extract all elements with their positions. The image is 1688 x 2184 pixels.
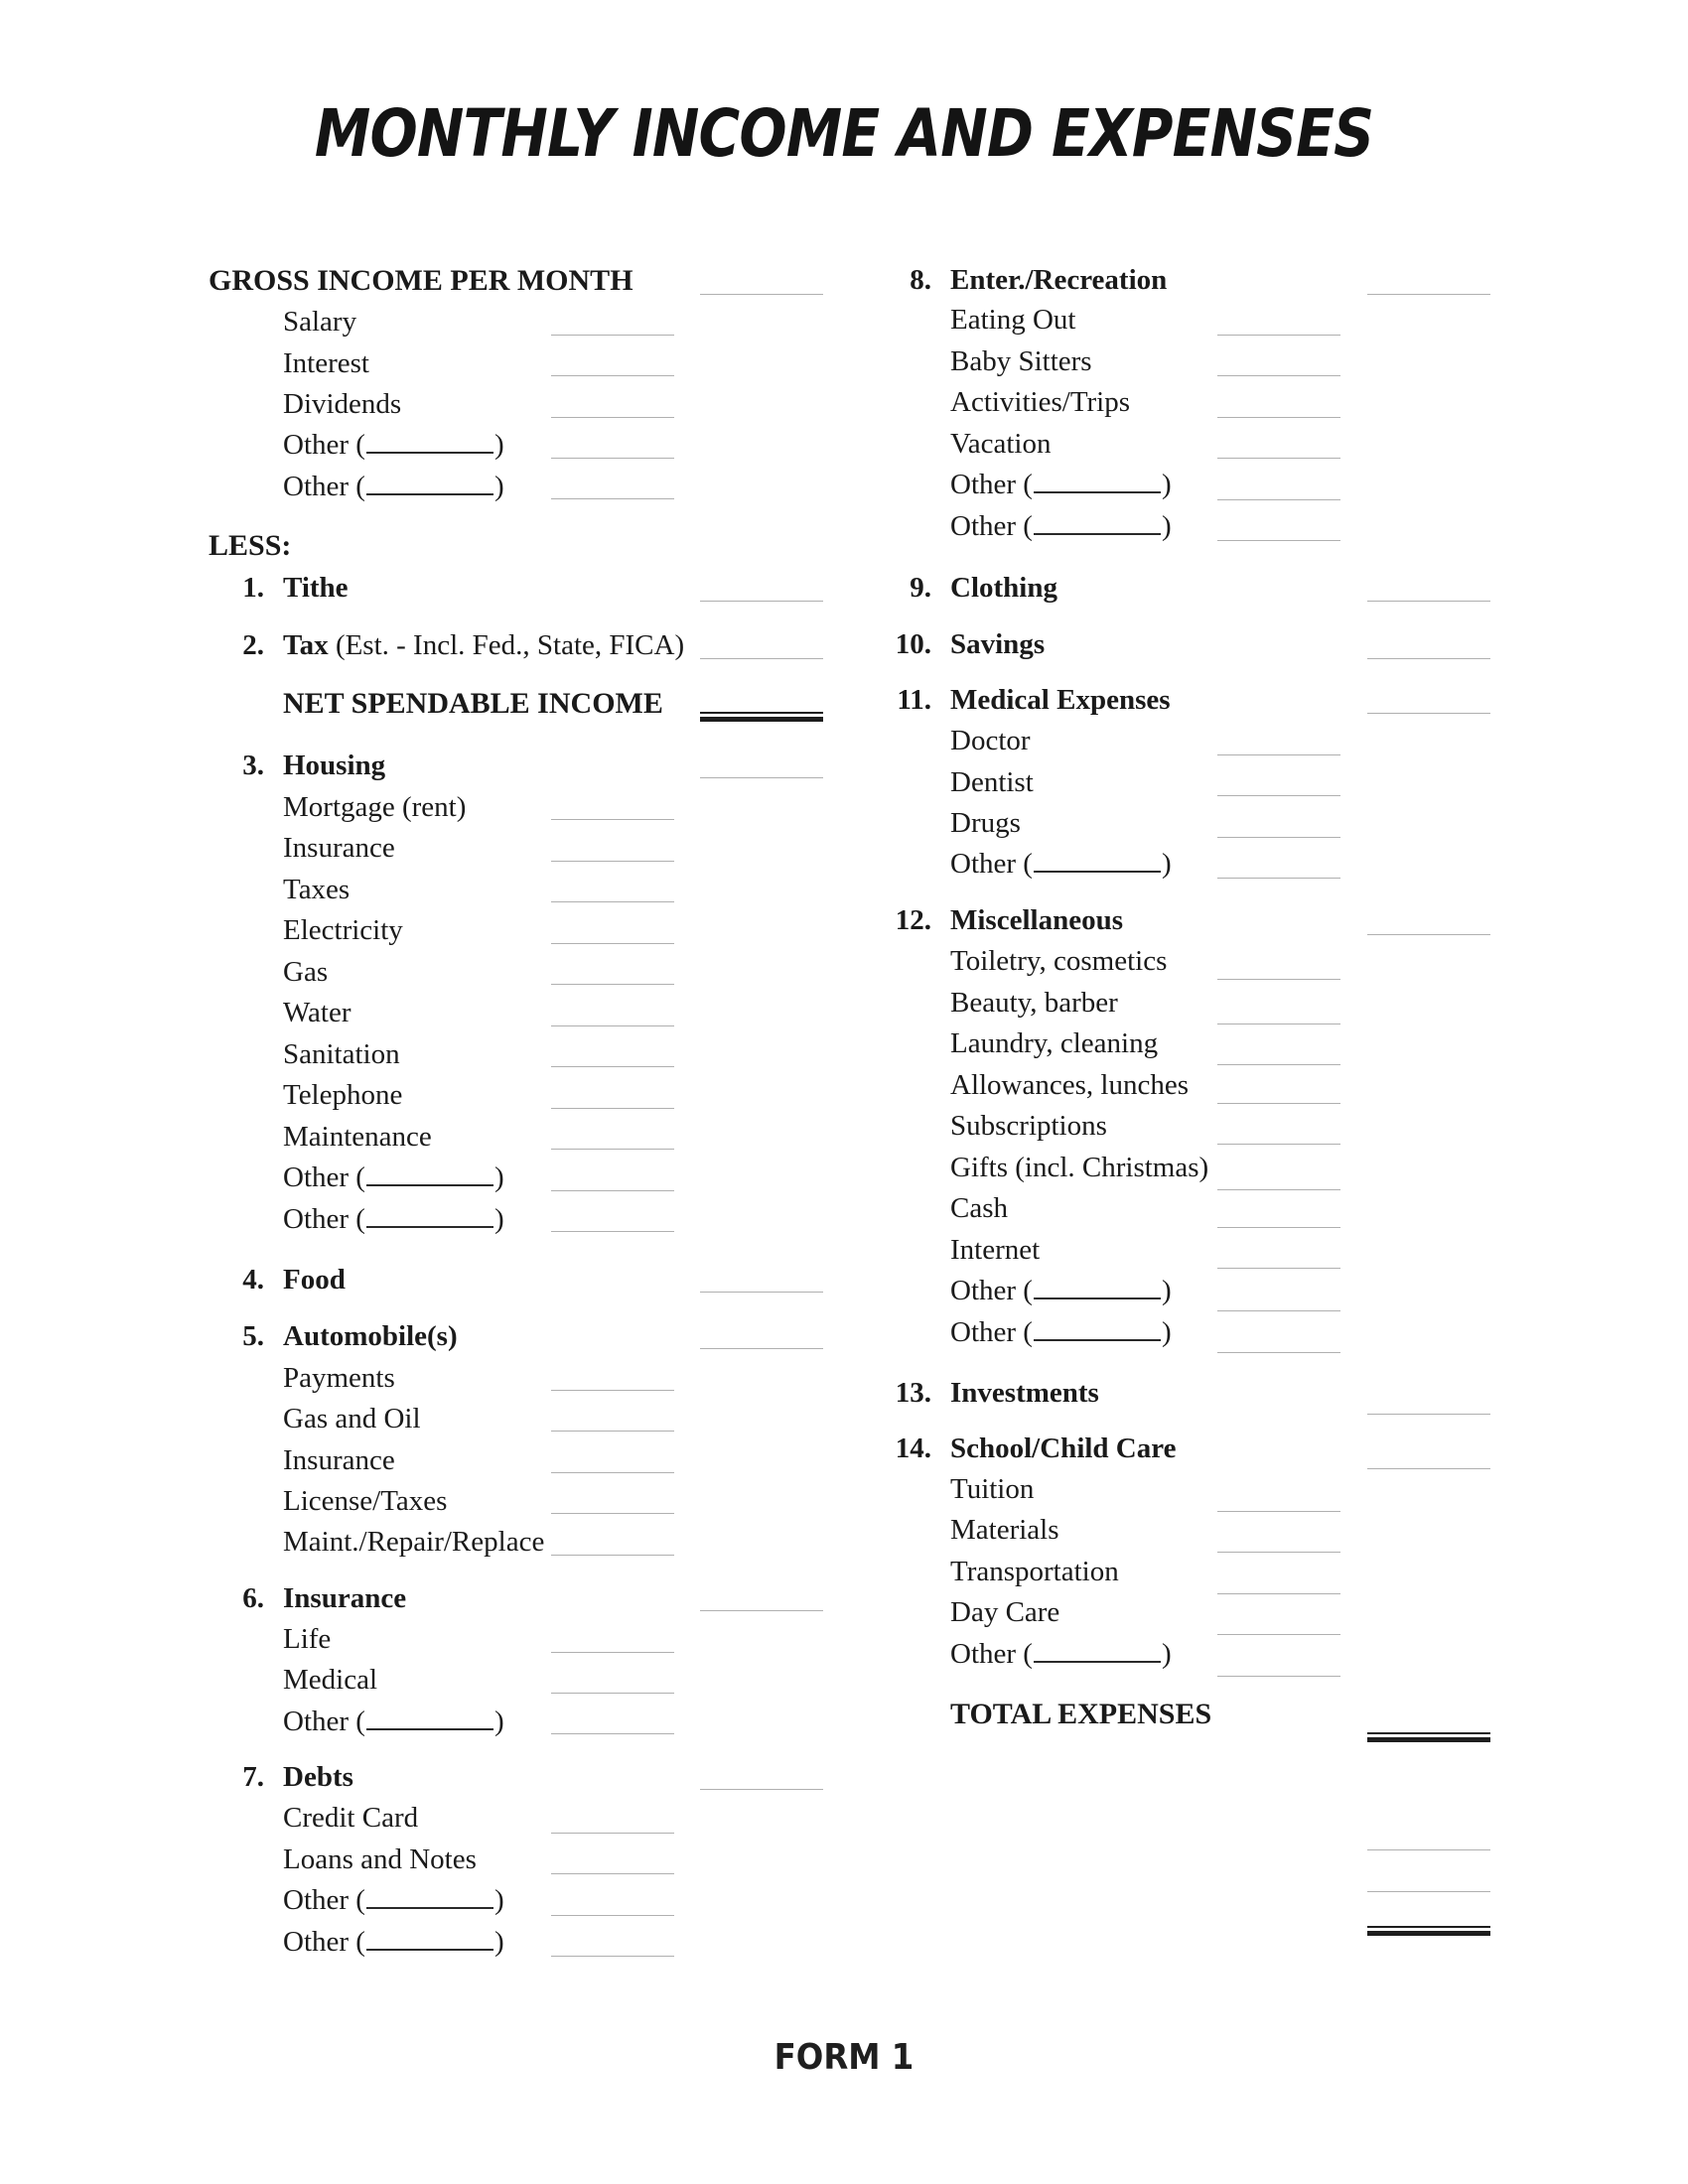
recreation-item: Baby Sitters: [950, 345, 1092, 377]
other-description-field[interactable]: [1034, 845, 1161, 873]
less-expenses-field[interactable]: [1367, 1891, 1490, 1892]
misc-item-field[interactable]: [1217, 1227, 1340, 1228]
housing-item-field[interactable]: [551, 1190, 674, 1191]
medical-item-field[interactable]: [1217, 795, 1340, 796]
gross-income-other: [283, 467, 504, 506]
housing-other: [283, 1199, 504, 1239]
tax-note: (Est. - Incl. Fed., State, FICA): [328, 629, 685, 661]
category-number: 13.: [895, 1377, 931, 1409]
gross-income-item: Salary: [283, 306, 357, 338]
form-number: FORM 1: [774, 2037, 914, 2078]
category-number: 9.: [910, 572, 931, 604]
recreation-total-field[interactable]: [1367, 294, 1490, 295]
medical-item-field[interactable]: [1217, 878, 1340, 879]
insurance-item-field[interactable]: [551, 1693, 674, 1694]
category-number: 5.: [242, 1320, 264, 1352]
insurance-total-field[interactable]: [700, 1610, 823, 1611]
other-label: Other (: [950, 1275, 1033, 1306]
other-description-field[interactable]: [1034, 507, 1161, 535]
other-label: Other (: [950, 848, 1033, 880]
misc-other: [950, 1312, 1172, 1352]
debts-total-field[interactable]: [700, 1789, 823, 1790]
close-paren: ): [493, 471, 504, 502]
housing-item-field[interactable]: [551, 1108, 674, 1109]
insurance-item-field[interactable]: [551, 1652, 674, 1653]
misc-item: Allowances, lunches: [950, 1069, 1189, 1101]
other-label: Other (: [950, 1316, 1033, 1348]
insurance-other: [283, 1702, 504, 1741]
close-paren: ): [1161, 848, 1172, 880]
recreation-item-field[interactable]: [1217, 335, 1340, 336]
other-description-field[interactable]: [1034, 1313, 1161, 1341]
housing-item: Gas: [283, 956, 329, 988]
misc-other: [950, 1271, 1172, 1310]
housing-item: Mortgage (rent): [283, 791, 467, 823]
other-label: Other (: [950, 1638, 1033, 1670]
school-item: Day Care: [950, 1596, 1060, 1628]
housing-item-field[interactable]: [551, 1066, 674, 1067]
housing-item: Telephone: [283, 1079, 403, 1111]
category-automobile: Automobile(s): [283, 1320, 458, 1352]
housing-other: [283, 1158, 504, 1197]
automobile-item-field[interactable]: [551, 1431, 674, 1432]
housing-item: Maintenance: [283, 1121, 432, 1153]
other-label: Other (: [283, 1884, 365, 1916]
income-vs-expenses-result-field[interactable]: [1367, 1926, 1490, 1938]
other-description-field[interactable]: [1034, 466, 1161, 493]
gross-income-other: [283, 425, 504, 465]
close-paren: ): [493, 1161, 504, 1193]
category-number: 10.: [895, 628, 931, 660]
savings-field[interactable]: [1367, 658, 1490, 659]
other-description-field[interactable]: [366, 1159, 493, 1186]
other-description-field[interactable]: [366, 1923, 493, 1951]
misc-item-field[interactable]: [1217, 979, 1340, 980]
category-number: 1.: [242, 572, 264, 604]
miscellaneous-total-field[interactable]: [1367, 934, 1490, 935]
close-paren: ): [493, 1884, 504, 1916]
recreation-item-field[interactable]: [1217, 375, 1340, 376]
misc-item-field[interactable]: [1217, 1310, 1340, 1311]
tax-label: Tax: [283, 629, 329, 661]
automobile-item-field[interactable]: [551, 1555, 674, 1556]
housing-item: Water: [283, 997, 352, 1028]
debts-item: Credit Card: [283, 1802, 419, 1834]
medical-other: [950, 844, 1172, 884]
other-label: Other (: [283, 1203, 365, 1235]
category-savings: Savings: [950, 628, 1046, 660]
category-medical: Medical Expenses: [950, 684, 1171, 716]
investments-field[interactable]: [1367, 1414, 1490, 1415]
school-item-field[interactable]: [1217, 1593, 1340, 1594]
close-paren: ): [493, 429, 504, 461]
recreation-item-field[interactable]: [1217, 540, 1340, 541]
misc-item: Laundry, cleaning: [950, 1027, 1159, 1059]
housing-item-field[interactable]: [551, 943, 674, 944]
page-title: MONTHLY INCOME AND EXPENSES: [314, 95, 1374, 172]
other-income-field[interactable]: [551, 498, 674, 499]
misc-item: Internet: [950, 1234, 1041, 1266]
misc-item: Beauty, barber: [950, 987, 1118, 1019]
total-expenses-label: TOTAL EXPENSES: [950, 1698, 1212, 1730]
debts-item-field[interactable]: [551, 1873, 674, 1874]
close-paren: ): [1161, 1638, 1172, 1670]
net-spendable-income-label: NET SPENDABLE INCOME: [283, 687, 663, 720]
category-number: 7.: [242, 1761, 264, 1793]
other-description-field[interactable]: [1034, 1272, 1161, 1299]
recreation-other: [950, 465, 1172, 504]
debts-item-field[interactable]: [551, 1833, 674, 1834]
insurance-item: Life: [283, 1623, 332, 1655]
salary-field[interactable]: [551, 335, 674, 336]
misc-item: Cash: [950, 1192, 1008, 1224]
category-housing: Housing: [283, 750, 386, 781]
category-number: 14.: [895, 1433, 931, 1464]
debts-item-field[interactable]: [551, 1915, 674, 1916]
automobile-item: Gas and Oil: [283, 1403, 421, 1434]
school-other: [950, 1634, 1172, 1674]
total-expenses-field[interactable]: [1367, 1732, 1490, 1744]
insurance-item: Medical: [283, 1664, 378, 1696]
school-item: Materials: [950, 1514, 1059, 1546]
other-description-field[interactable]: [366, 1703, 493, 1730]
recreation-other: [950, 506, 1172, 546]
interest-field[interactable]: [551, 375, 674, 376]
close-paren: ): [493, 1706, 504, 1737]
other-description-field[interactable]: [1034, 1635, 1161, 1663]
gross-income-heading: GROSS INCOME PER MONTH: [209, 264, 633, 297]
net-spendable-income-field[interactable]: [700, 712, 823, 724]
misc-item-field[interactable]: [1217, 1144, 1340, 1145]
debts-other: [283, 1922, 504, 1962]
medical-item-field[interactable]: [1217, 837, 1340, 838]
category-debts: Debts: [283, 1761, 353, 1793]
medical-item: Dentist: [950, 766, 1034, 798]
other-description-field[interactable]: [366, 426, 493, 454]
close-paren: ): [493, 1926, 504, 1958]
category-miscellaneous: Miscellaneous: [950, 904, 1123, 936]
automobile-item-field[interactable]: [551, 1390, 674, 1391]
recreation-item: Activities/Trips: [950, 386, 1131, 418]
category-tax: [283, 625, 684, 665]
category-food: Food: [283, 1264, 346, 1296]
misc-item: Gifts (incl. Christmas): [950, 1152, 1209, 1183]
gross-income-total-field[interactable]: [700, 294, 823, 295]
automobile-item-field[interactable]: [551, 1472, 674, 1473]
other-label: Other (: [283, 1706, 365, 1737]
category-clothing: Clothing: [950, 572, 1057, 604]
other-label: Other (: [283, 1926, 365, 1958]
recreation-item-field[interactable]: [1217, 499, 1340, 500]
gross-income-item: Interest: [283, 347, 369, 379]
tithe-field[interactable]: [700, 601, 823, 602]
housing-item-field[interactable]: [551, 901, 674, 902]
category-number: 8.: [910, 264, 931, 296]
school-item: Transportation: [950, 1556, 1119, 1587]
misc-item: Toiletry, cosmetics: [950, 945, 1168, 977]
school-item-field[interactable]: [1217, 1676, 1340, 1677]
close-paren: ): [493, 1203, 504, 1235]
debts-item: Loans and Notes: [283, 1843, 477, 1875]
housing-item-field[interactable]: [551, 984, 674, 985]
misc-item-field[interactable]: [1217, 1352, 1340, 1353]
medical-item-field[interactable]: [1217, 754, 1340, 755]
net-spendable-income-summary-field[interactable]: [1367, 1849, 1490, 1850]
recreation-item: Vacation: [950, 428, 1052, 460]
close-paren: ): [1161, 1316, 1172, 1348]
misc-item-field[interactable]: [1217, 1103, 1340, 1104]
category-investments: Investments: [950, 1377, 1099, 1409]
school-item-field[interactable]: [1217, 1552, 1340, 1553]
automobile-item: Payments: [283, 1362, 395, 1394]
close-paren: ): [1161, 510, 1172, 542]
dividends-field[interactable]: [551, 417, 674, 418]
less-label: LESS:: [209, 529, 292, 562]
other-description-field[interactable]: [366, 468, 493, 495]
tax-field[interactable]: [700, 658, 823, 659]
clothing-field[interactable]: [1367, 601, 1490, 602]
other-label: Other (: [950, 469, 1033, 500]
other-description-field[interactable]: [366, 1200, 493, 1228]
recreation-item-field[interactable]: [1217, 458, 1340, 459]
other-label: Other (: [283, 429, 365, 461]
medical-item: Drugs: [950, 807, 1021, 839]
housing-item: Taxes: [283, 874, 351, 905]
category-number: 2.: [242, 629, 264, 661]
category-number: 3.: [242, 750, 264, 781]
automobile-item: Insurance: [283, 1444, 395, 1476]
category-recreation: Enter./Recreation: [950, 264, 1168, 296]
close-paren: ): [1161, 1275, 1172, 1306]
school-item-field[interactable]: [1217, 1511, 1340, 1512]
school-item: Tuition: [950, 1473, 1035, 1505]
housing-item-field[interactable]: [551, 819, 674, 820]
other-income-field[interactable]: [551, 458, 674, 459]
other-label: Other (: [950, 510, 1033, 542]
automobile-item: License/Taxes: [283, 1485, 448, 1517]
other-label: Other (: [283, 1161, 365, 1193]
category-number: 11.: [897, 684, 931, 716]
recreation-item: Eating Out: [950, 304, 1076, 336]
debts-item-field[interactable]: [551, 1956, 674, 1957]
automobile-item: Maint./Repair/Replace: [283, 1526, 545, 1558]
housing-item-field[interactable]: [551, 1149, 674, 1150]
category-number: 4.: [242, 1264, 264, 1296]
misc-item: Subscriptions: [950, 1110, 1107, 1142]
category-tithe: Tithe: [283, 572, 349, 604]
category-school-child-care: School/Child Care: [950, 1433, 1177, 1464]
food-field[interactable]: [700, 1292, 823, 1293]
gross-income-item: Dividends: [283, 388, 402, 420]
school-item-field[interactable]: [1217, 1634, 1340, 1635]
insurance-item-field[interactable]: [551, 1733, 674, 1734]
housing-item: Electricity: [283, 914, 403, 946]
housing-item: Insurance: [283, 832, 395, 864]
housing-item-field[interactable]: [551, 1025, 674, 1026]
school-total-field[interactable]: [1367, 1468, 1490, 1469]
misc-item-field[interactable]: [1217, 1064, 1340, 1065]
other-label: Other (: [283, 471, 365, 502]
housing-item-field[interactable]: [551, 1231, 674, 1232]
medical-item: Doctor: [950, 725, 1031, 756]
recreation-item-field[interactable]: [1217, 417, 1340, 418]
misc-item-field[interactable]: [1217, 1189, 1340, 1190]
automobile-item-field[interactable]: [551, 1513, 674, 1514]
misc-item-field[interactable]: [1217, 1268, 1340, 1269]
category-number: 6.: [242, 1582, 264, 1614]
medical-total-field[interactable]: [1367, 713, 1490, 714]
housing-item: Sanitation: [283, 1038, 400, 1070]
other-description-field[interactable]: [366, 1881, 493, 1909]
housing-total-field[interactable]: [700, 777, 823, 778]
housing-item-field[interactable]: [551, 861, 674, 862]
close-paren: ): [1161, 469, 1172, 500]
category-number: 12.: [895, 904, 931, 936]
category-insurance: Insurance: [283, 1582, 407, 1614]
automobile-total-field[interactable]: [700, 1348, 823, 1349]
debts-other: [283, 1880, 504, 1920]
